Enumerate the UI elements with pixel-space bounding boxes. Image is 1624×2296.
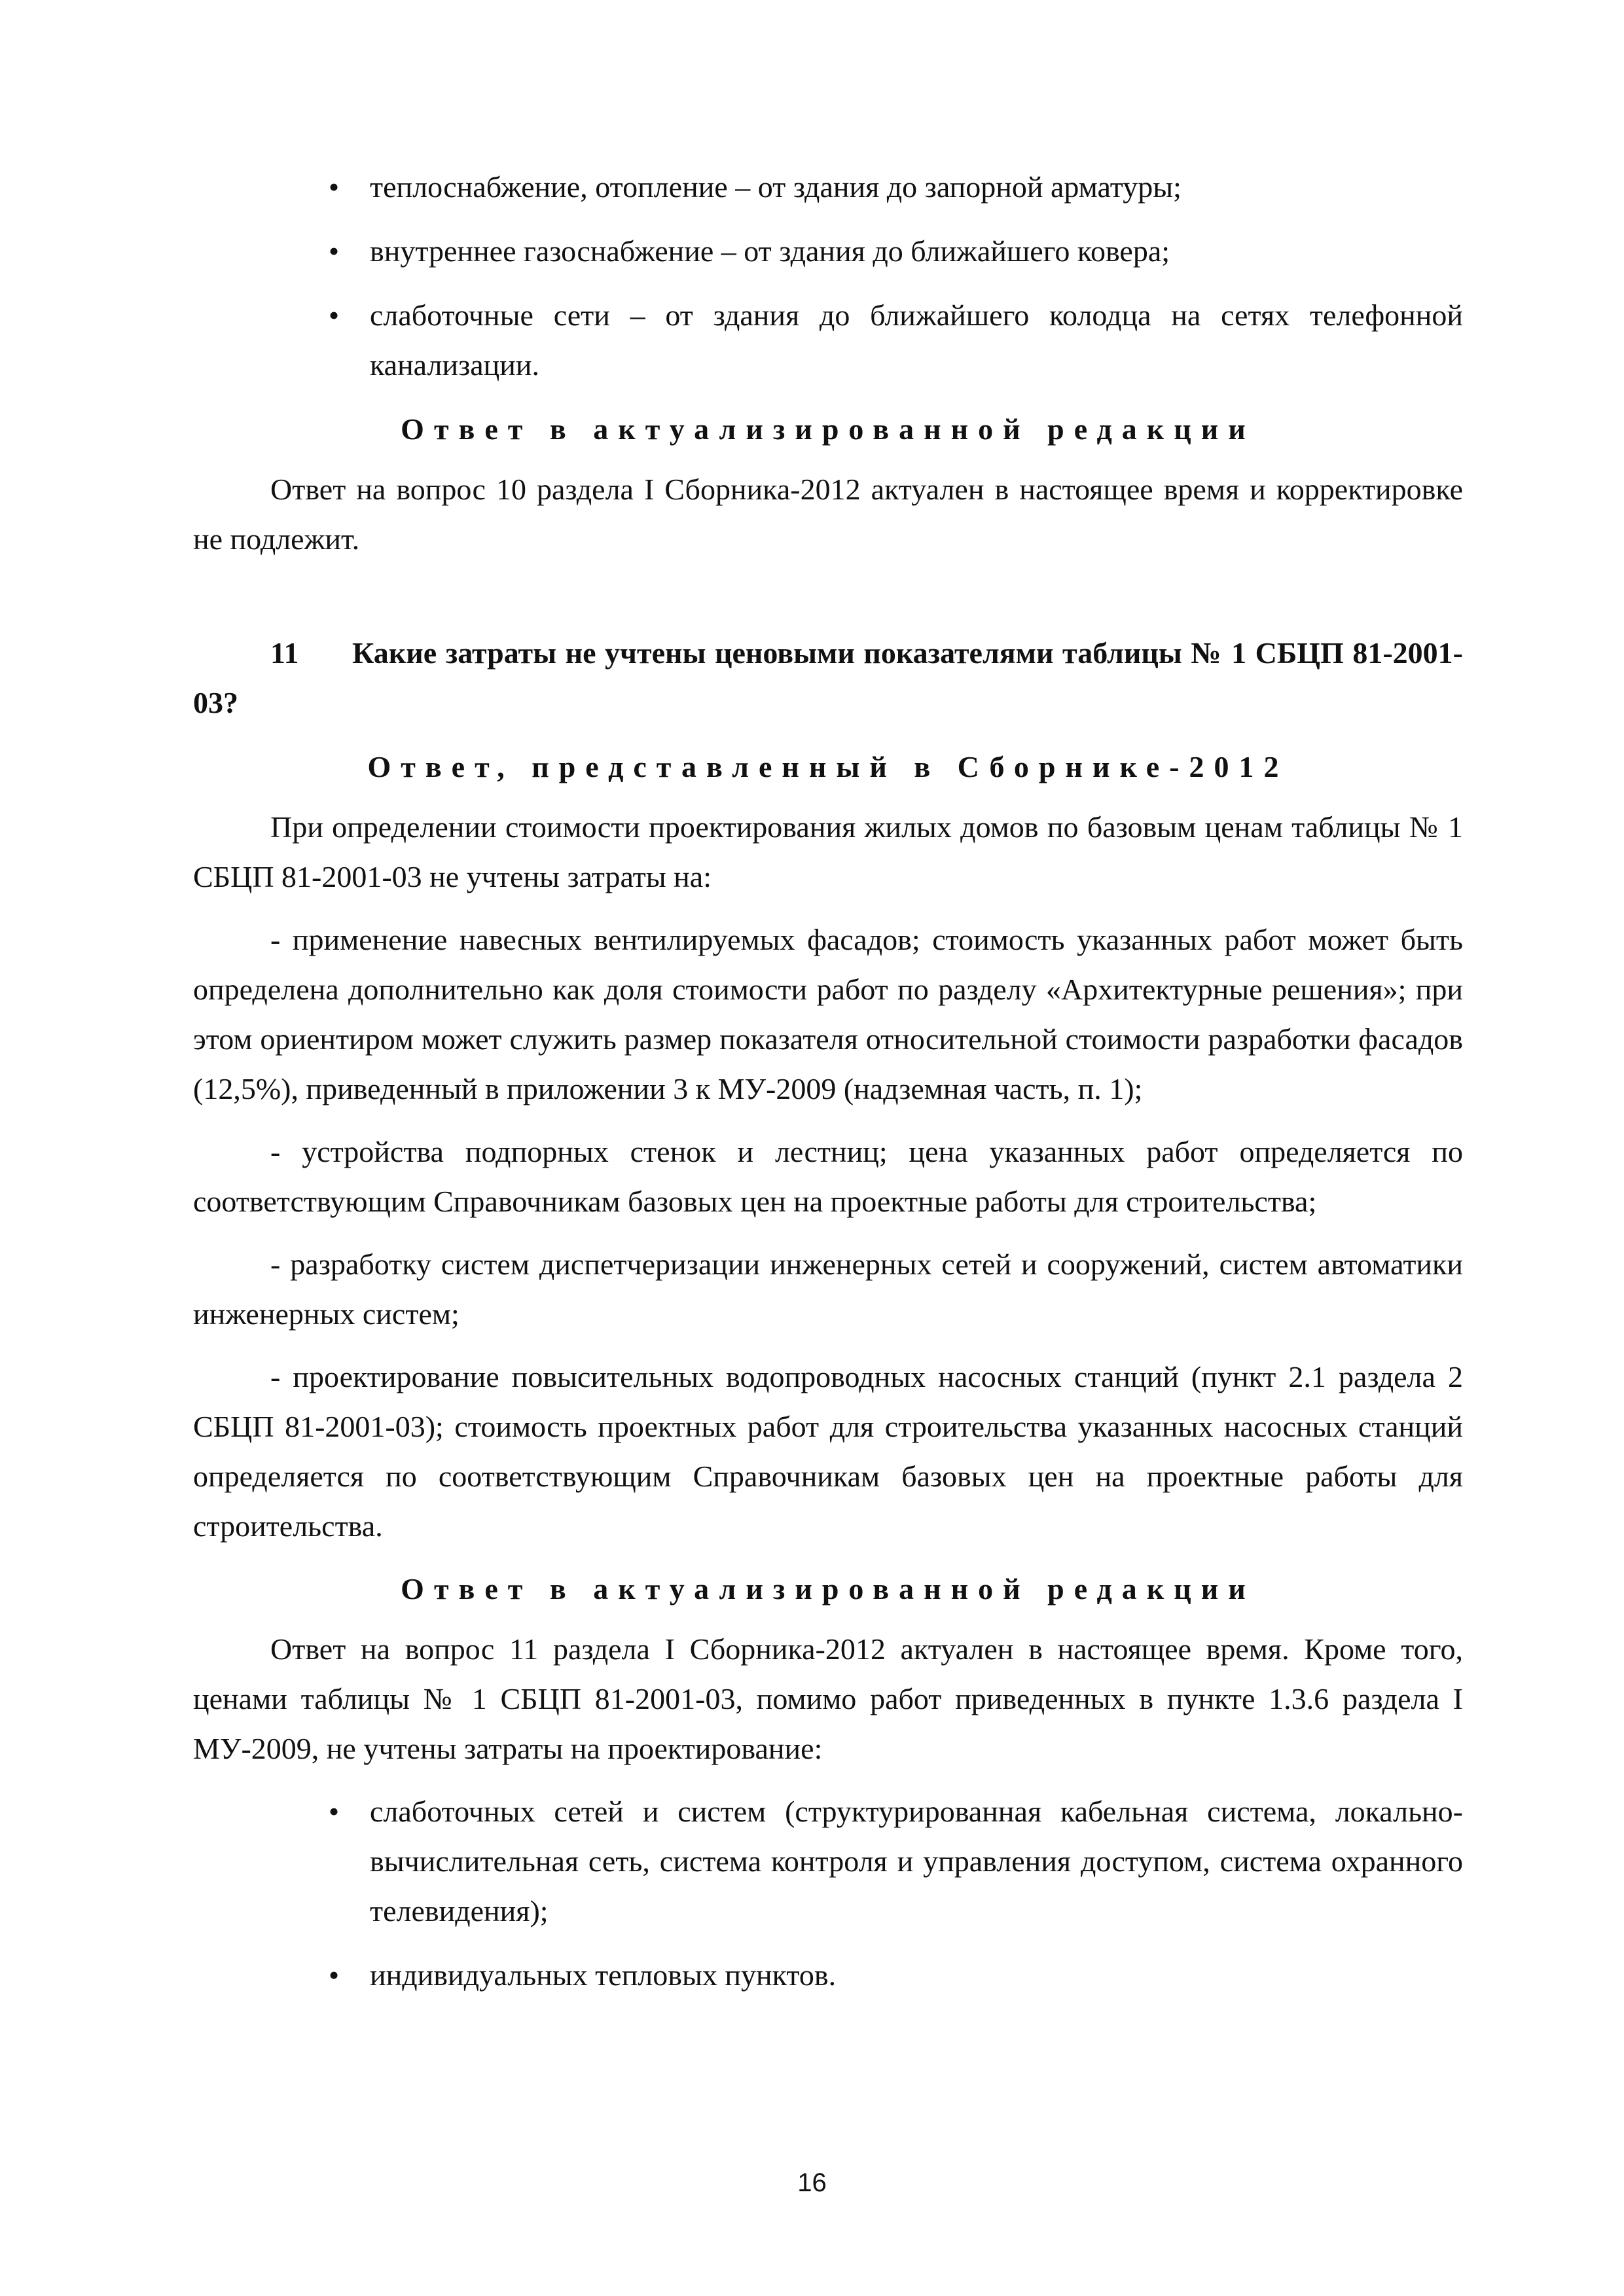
page-number: 16	[797, 2168, 827, 2197]
paragraph-facades: - применение навесных вентилируемых фасадов; стоимость указанных работ может быть определена дополнительно как доля стоимости работ по разделу «Архитектурные решения»; при этом ориентиром может служить размер показателя относительной стоимости разработки фасадов (12,5%), приведенный в приложении 3 к МУ-2009 (надземная часть, п. 1);	[193, 923, 1463, 1105]
list-item-text: внутреннее газоснабжение – от здания до ближайшего ковера;	[370, 234, 1170, 268]
paragraph-pump-stations: - проектирование повысительных водопроводных насосных станций (пункт 2.1 раздела 2 СБЦП 81-2001-03); стоимость проектных работ для строительства указанных насосных станций определяется по соответствующим Справочникам базовых цен на проектные работы для строительства.	[193, 1360, 1463, 1543]
section-heading-actual-1: Ответ в актуализированной редакции	[401, 412, 1255, 446]
list-item-text: теплоснабжение, отопление – от здания до запорной арматуры;	[370, 170, 1182, 204]
bottom-bullet-list	[193, 1787, 1463, 2000]
bullet-icon: •	[328, 234, 340, 268]
list-item-text: слаботочных сетей и систем (структурированная кабельная система, локально-вычислительная сеть, система контроля и управления доступом, система охранного телевидения);	[370, 1795, 1463, 1928]
list-item	[328, 291, 1463, 390]
bullet-icon: •	[328, 1958, 340, 1992]
bullet-icon: •	[328, 1795, 340, 1828]
paragraph-retaining-walls: - устройства подпорных стенок и лестниц; цена указанных работ определяется по соответствующим Справочникам базовых цен на проектные работы для строительства;	[193, 1135, 1463, 1218]
bullet-icon: •	[328, 170, 340, 204]
list-item	[328, 1787, 1463, 1936]
page-content	[193, 162, 1463, 2015]
top-bullet-list	[193, 162, 1463, 390]
bullet-icon: •	[328, 298, 340, 332]
list-item-text: индивидуальных тепловых пунктов.	[370, 1958, 837, 1992]
paragraph-collection-intro: При определении стоимости проектирования жилых домов по базовым ценам таблицы № 1 СБЦП 81-2001-03 не учтены затраты на:	[193, 810, 1463, 893]
paragraph-actual-2: Ответ на вопрос 11 раздела I Сборника-2012 актуален в настоящее время. Кроме того, ценами таблицы № 1 СБЦП 81-2001-03, помимо работ приведенных в пункте 1.3.6 раздела I МУ-2009, не учтены затраты на проектирование:	[193, 1632, 1463, 1765]
question-heading	[193, 628, 1463, 728]
section-heading-collection: Ответ, представленный в Сборнике-2012	[367, 750, 1289, 783]
list-item-text: слаботочные сети – от здания до ближайшего колодца на сетях телефонной канализации.	[370, 298, 1463, 382]
list-item	[328, 226, 1463, 276]
list-item	[328, 1950, 1463, 2000]
paragraph-actual-1: Ответ на вопрос 10 раздела I Сборника-2012 актуален в настоящее время и корректировке не подлежит.	[193, 473, 1463, 556]
paragraph-dispatching: - разработку систем диспетчеризации инженерных сетей и сооружений, систем автоматики инженерных систем;	[193, 1247, 1463, 1331]
list-item	[328, 162, 1463, 212]
question-number: 11	[270, 636, 299, 670]
question-text: Какие затраты не учтены ценовыми показателями таблицы № 1 СБЦП 81-2001-03?	[193, 636, 1463, 719]
section-heading-actual-2: Ответ в актуализированной редакции	[401, 1572, 1255, 1605]
